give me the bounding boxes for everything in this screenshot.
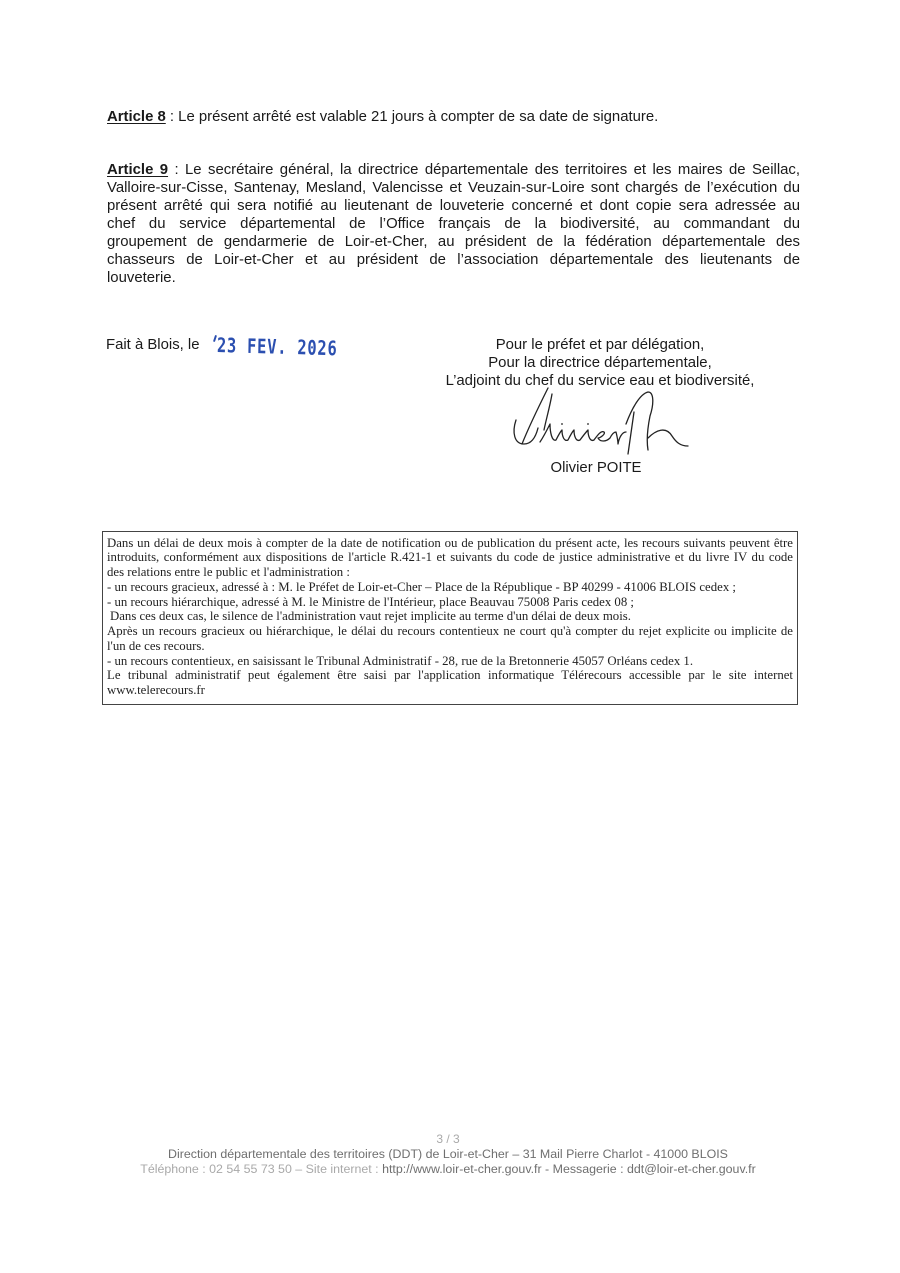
appeal-notice-line: Le tribunal administratif peut également être saisi par l'application informatique Télérecours accessible par le site internet	[107, 668, 793, 683]
appeal-notice-line: - un recours contentieux, en saisissant le Tribunal Administratif - 28, rue de la Bretonnerie 45057 Orléans cedex 1.	[107, 653, 694, 668]
appeal-notice-line: Après un recours gracieux ou hiérarchique, le délai du recours contentieux ne court qu'à compter du rejet explicite ou implicite de	[107, 624, 793, 638]
appeal-notice-line: des relations entre le public et l'administration :	[107, 565, 350, 579]
signature-stroke	[514, 420, 538, 444]
article-9-line: louveterie.	[107, 270, 176, 286]
delegation-line: Pour le préfet et par délégation,	[495, 337, 705, 353]
appeal-notice-line: www.telerecours.fr	[107, 683, 205, 697]
article-9-line: chef du service départemental de l’Office français de la biodiversité, au commandant du	[107, 216, 800, 232]
delegation-line: L’adjoint du chef du service eau et biodiversité,	[445, 373, 755, 389]
signature-dot	[561, 423, 563, 425]
appeal-notice-line: l'un de ces recours.	[107, 638, 205, 653]
article-9	[107, 161, 800, 287]
signature-dot	[587, 423, 589, 425]
article-9-line: Valloire-sur-Cisse, Santenay, Mesland, Valencisse et Veuzain-sur-Loire sont chargés de l’exécution du	[107, 180, 800, 196]
appeal-notice-line: - un recours gracieux, adressé à : M. le Préfet de Loir-et-Cher – Place de la République - BP 40299 - 41006 BLOIS cedex ;	[107, 579, 736, 594]
delegation-line: Pour la directrice départementale,	[488, 355, 712, 371]
page-footer	[0, 1132, 896, 1177]
signature-stroke	[540, 424, 626, 444]
signature-stroke	[648, 430, 688, 446]
place-date-label: Fait à Blois, le	[106, 337, 200, 353]
signatory-name: Olivier POITE	[550, 460, 642, 476]
appeal-notice-line: Dans un délai de deux mois à compter de la date de notification ou de publication du présent acte, les recours suivants peuvent être	[107, 535, 793, 550]
signature-stroke	[544, 394, 552, 430]
footer-address: Direction départementale des territoires (DDT) de Loir-et-Cher – 31 Mail Pierre Charlot - 41000 BLOIS	[168, 1147, 728, 1161]
article-9-line	[107, 161, 800, 179]
article-8-label: Article 8	[107, 109, 166, 125]
date-stamp	[212, 331, 342, 361]
article-9-line: chasseurs de Loir-et-Cher et au président de l’association départementale des lieutenants de	[107, 252, 800, 268]
article-8-text: : Le présent arrêté est valable 21 jours à compter de sa date de signature.	[169, 109, 659, 125]
stamp-date: 23 FEV. 2026	[216, 333, 338, 361]
article-9-label: Article 9	[107, 162, 169, 178]
article-8	[107, 108, 807, 126]
appeal-notice-line: introduits, conformément aux dispositions de l'article R.421-1 et suivants du code de justice administrative et du livre IV du code	[107, 550, 793, 565]
article-9-line: groupement de gendarmerie de Loir-et-Cher, au président de la fédération départementale des	[107, 234, 800, 250]
appeal-notice-line: - un recours hiérarchique, adressé à M. le Ministre de l'Intérieur, place Beauvau 75008 Paris cedex 08 ;	[107, 594, 634, 609]
appeal-notice-line: Dans ces deux cas, le silence de l'administration vaut rejet implicite au terme d'un délai de deux mois.	[110, 609, 631, 624]
appeal-notice-box	[102, 531, 798, 705]
article-9-line: présent arrêté qui sera notifié au lieutenant de louveterie concerné et dont copie sera adressée au	[107, 198, 800, 214]
handwritten-signature	[500, 380, 700, 470]
footer-contact-rest: http://www.loir-et-cher.gouv.fr - Messagerie : ddt@loir-et-cher.gouv.fr	[382, 1162, 756, 1176]
footer-contact	[0, 1162, 896, 1177]
footer-page-number: 3 / 3	[436, 1132, 460, 1146]
footer-contact-prefix: Téléphone : 02 54 55 73 50 – Site internet :	[140, 1162, 379, 1176]
article-9-line-text: : Le secrétaire général, la directrice départementale des territoires et les maires de Seillac,	[174, 162, 800, 178]
